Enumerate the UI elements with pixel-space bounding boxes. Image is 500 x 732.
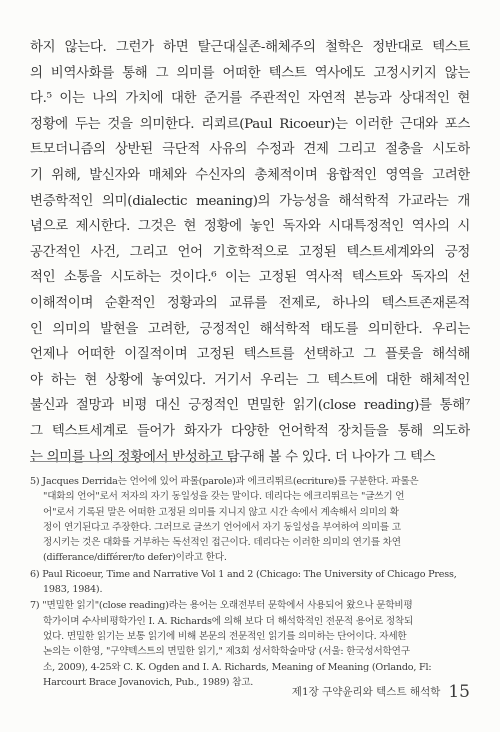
body-line: 공간적인 사건, 그리고 언어 기호학적으로 고정된 텍스트세계와의 긍정 (30, 244, 470, 260)
body-line: 정황에 두는 것을 의미한다. 리쾨르(Paul Ricoeur)는 이러한 근대와 포스 (30, 116, 470, 132)
body-line: 야 하는 현 상황에 놓여있다. 거기서 우리는 그 텍스트에 대한 해체적인 (30, 372, 470, 388)
body-line: 적인 소통을 시도하는 것이다.⁶ 이는 고정된 역사적 텍스트와 독자의 선 (30, 270, 470, 286)
body-line: 트모더니즘의 상반된 극단적 사유의 수정과 견제 그리고 절충을 시도하 (30, 142, 470, 158)
footnote-line: 정시키는 것은 대화를 거부하는 독선적인 접근이다. 데리다는 이러한 의미의 연기를 차연 (43, 537, 401, 549)
footnote-line: 1983, 1984). (43, 584, 103, 596)
body-line: 하지 않는다. 그런가 하면 탈근대실존-해체주의 철학은 정반대로 텍스트 (30, 40, 470, 55)
footnote-line: 7) "면밀한 읽기"(close reading)라는 용어는 오래전부터 문학에서 사용되어 왔으나 문학비평 (30, 600, 413, 612)
footnote-7 (30, 598, 470, 690)
footnote-line: 어"로서 기록된 말은 어떠한 고정된 의미를 지니지 않고 시간 속에서 계속해서 의미의 확 (43, 506, 399, 518)
page-footer (292, 682, 470, 702)
body-line: 인 의미의 발현을 고려한, 긍정적인 해석학적 태도를 의미한다. 우리는 (30, 321, 470, 337)
footnotes (30, 474, 470, 691)
footnote-divider (30, 461, 230, 462)
footnote-line: 논의는 이한영, "구약텍스트의 면밀한 읽기," 제3회 성서학학술마당 (서울: 한국성서학연구 (43, 646, 410, 658)
body-line: 불신과 절망과 비평 대신 긍정적인 면밀한 읽기(close reading)를 통해⁷ (30, 398, 470, 414)
body-line: 언제나 어떠한 이질적이며 고정된 텍스트를 선택하고 그 플롯을 해석해 (30, 347, 470, 363)
body-text (30, 35, 470, 470)
footnote-line: 었다. 면밀한 읽기는 보통 읽기에 비해 본문의 전문적인 읽기를 의미하는 단어이다. 자세한 (43, 630, 407, 642)
body-line: 변증학적인 의미(dialectic meaning)의 가능성을 해석학적 가교라는 개 (30, 193, 470, 209)
footnote-6 (30, 567, 470, 598)
footnote-line: 소, 2009), 4-25와 C. K. Ogden and I. A. Richards, Meaning of Meaning (Orlando, Fl: (43, 661, 432, 673)
footnote-line: 정이 연기된다고 주장한다. 그러므로 글쓰기 언어에서 자기 동일성을 부여하여 의미를 고 (43, 521, 401, 533)
page-number: 15 (448, 682, 470, 702)
footnote-line: Harcourt Brace Jovanovich, Pub., 1989) 참고. (43, 676, 254, 688)
body-line: 그 텍스트세계로 들어가 화자가 다양한 언어학적 장치들을 통해 의도하 (30, 423, 470, 439)
body-line: 는 의미를 나의 정황에서 반성하고 탐구해 볼 수 있다. 더 나아가 그 텍스 (30, 449, 436, 465)
footnote-line: 5) Jacques Derrida는 언어에 있어 파롤(parole)과 에크리뛰르(ecriture)를 구분한다. 파롤은 (30, 476, 419, 487)
body-line: 념으로 제시한다. 그것은 현 정황에 놓인 독자와 시대특정적인 역사의 시 (30, 219, 470, 235)
footnote-5 (30, 474, 470, 566)
body-line: 의 비역사화를 통해 그 의미를 어떠한 텍스트 역사에도 고정시키지 않는 (30, 65, 470, 81)
footnote-line: 학가이며 수사비평학가인 I. A. Richards에 의해 보다 더 해석학적인 전문적 용어로 정착되 (43, 615, 414, 627)
running-footer-chapter: 제1장 구약윤리와 텍스트 해석학 (291, 686, 441, 698)
footnote-line: (differance/différer/to defer)이라고 한다. (43, 552, 227, 564)
body-line: 다.⁵ 이는 나의 가치에 대한 준거를 주관적인 자연적 본능과 상대적인 현 (30, 91, 470, 107)
body-line: 기 위해, 발신자와 매체와 수신자의 총체적이며 융합적인 영역을 고려한 (30, 167, 470, 183)
footnote-line: "대화의 언어"로서 저자의 자기 동일성을 갖는 말이다. 데리다는 에크리뛰르는 "글쓰기 언 (43, 491, 405, 503)
footnote-line: 6) Paul Ricoeur, Time and Narrative Vol 1 and 2 (Chicago: The University of Chicago Press, (30, 568, 457, 580)
body-line: 이해적이며 순환적인 정황과의 교류를 전제로, 하나의 텍스트존재론적 (30, 295, 470, 311)
